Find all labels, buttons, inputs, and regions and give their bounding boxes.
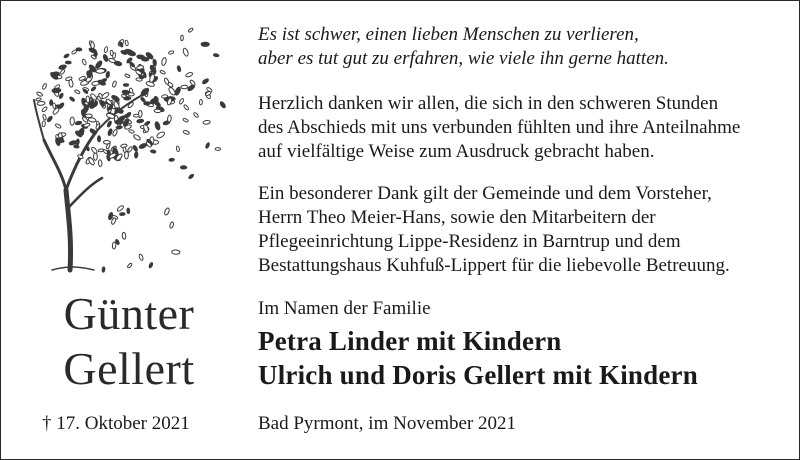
text-line: Pflegeeinrichtung Lippe-Residenz in Barntrup und dem	[258, 231, 681, 252]
text-line: auf vielfältige Weise zum Ausdruck gebracht haben.	[258, 141, 655, 162]
text-line: des Abschieds mit uns verbunden fühlten und ihre Anteilnahme	[258, 117, 741, 138]
quote-line: Es ist schwer, einen lieben Menschen zu verlieren,	[258, 24, 639, 45]
text-line: Bestattungshaus Kuhfuß-Lippert für die liebevolle Betreuung.	[258, 255, 730, 276]
family-intro: Im Namen der Familie	[258, 298, 431, 319]
thanks-paragraph-1	[258, 92, 788, 164]
signer-name: Ulrich und Doris Gellert mit Kindern	[258, 360, 698, 390]
place-and-date: Bad Pyrmont, im November 2021	[258, 413, 517, 434]
text-line: Herzlich danken wir allen, die sich in den schweren Stunden	[258, 93, 719, 114]
memorial-quote	[258, 23, 788, 71]
windblown-tree-icon	[22, 8, 232, 278]
tree-leaves	[36, 27, 227, 272]
thanks-paragraph-2	[258, 182, 788, 278]
text-line: Herrn Theo Meier-Hans, sowie den Mitarbeitern der	[258, 207, 656, 228]
deceased-last-name: Gellert	[63, 343, 195, 394]
signer-name: Petra Linder mit Kindern	[258, 326, 562, 356]
quote-line: aber es tut gut zu erfahren, wie viele ihn gerne hatten.	[258, 48, 669, 69]
death-date: † 17. Oktober 2021	[42, 413, 190, 434]
deceased-first-name: Günter	[63, 288, 195, 339]
text-line: Ein besonderer Dank gilt der Gemeinde und dem Vorsteher,	[258, 183, 712, 204]
